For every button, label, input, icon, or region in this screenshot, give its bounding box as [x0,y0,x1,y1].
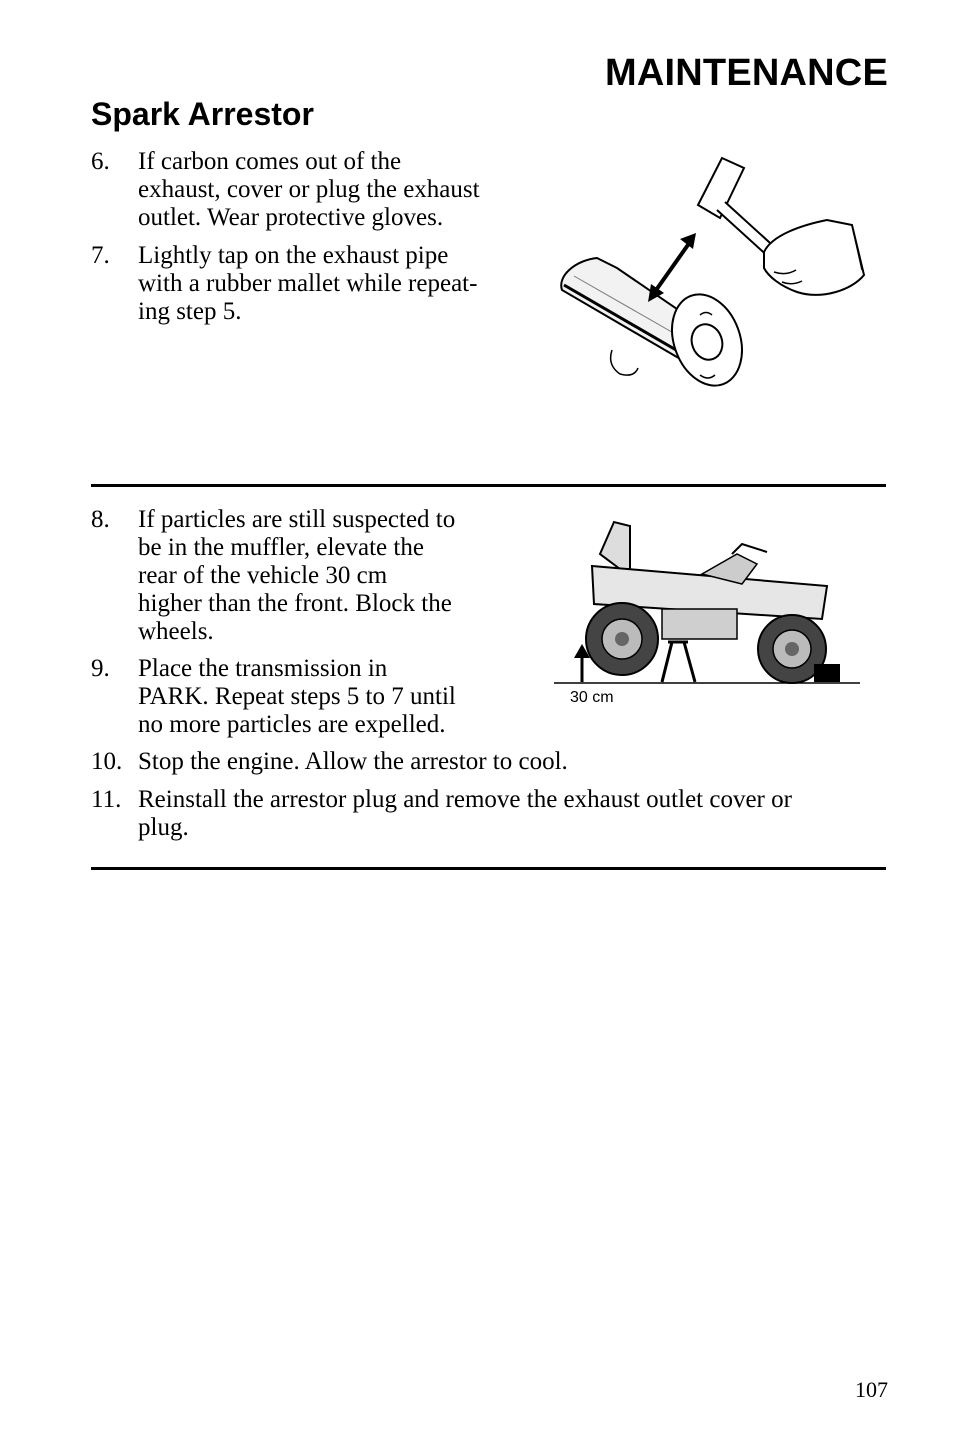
double-arrow-icon [648,233,696,302]
step-7 [91,242,477,326]
jack-stand-icon [662,642,695,682]
dimension-label: 30 cm [570,689,614,706]
step-line: wheels. [138,618,214,645]
muffler-icon [561,258,754,395]
step-number: 10. [91,748,123,775]
step-line: with a rubber mallet while repeat- [138,270,478,297]
atv-icon [586,522,827,683]
page-heading: Spark Arrestor [91,96,314,132]
atv-elevated-figure [552,514,864,714]
step-10 [91,748,568,776]
step-line: plug. [138,814,189,841]
step-line: Stop the engine. Allow the arrestor to cool. [138,748,568,775]
step-6 [91,148,480,232]
step-11 [91,786,792,842]
step-line: rear of the vehicle 30 cm [138,562,388,589]
muffler-mallet-figure [552,150,882,395]
divider-rule [91,484,886,487]
wheel-block [814,664,840,682]
step-line: PARK. Repeat steps 5 to 7 until [138,683,456,710]
step-line: If particles are still suspected to [138,506,456,533]
step-line: Reinstall the arrestor plug and remove the exhaust outlet cover or [138,786,792,813]
section-title: MAINTENANCE [605,52,888,94]
step-9 [91,655,456,739]
step-8 [91,506,455,646]
step-line: ing step 5. [138,298,242,325]
step-line: Place the transmission in [138,655,388,682]
rear-wheel [586,603,658,675]
mallet-icon [698,158,780,260]
step-line: If carbon comes out of the [138,148,402,175]
divider-rule [91,867,886,870]
step-number: 9. [91,655,110,682]
page-number: 107 [855,1377,888,1402]
step-number: 11. [91,786,122,813]
step-number: 8. [91,506,110,533]
step-line: outlet. Wear protective gloves. [138,204,444,231]
step-line: higher than the front. Block the [138,590,452,617]
step-line: exhaust, cover or plug the exhaust [138,176,480,203]
step-line: be in the muffler, elevate the [138,534,424,561]
step-line: no more particles are expelled. [138,711,446,738]
step-number: 7. [91,242,110,269]
step-number: 6. [91,148,110,175]
hand-icon [764,220,864,295]
step-line: Lightly tap on the exhaust pipe [138,242,449,269]
